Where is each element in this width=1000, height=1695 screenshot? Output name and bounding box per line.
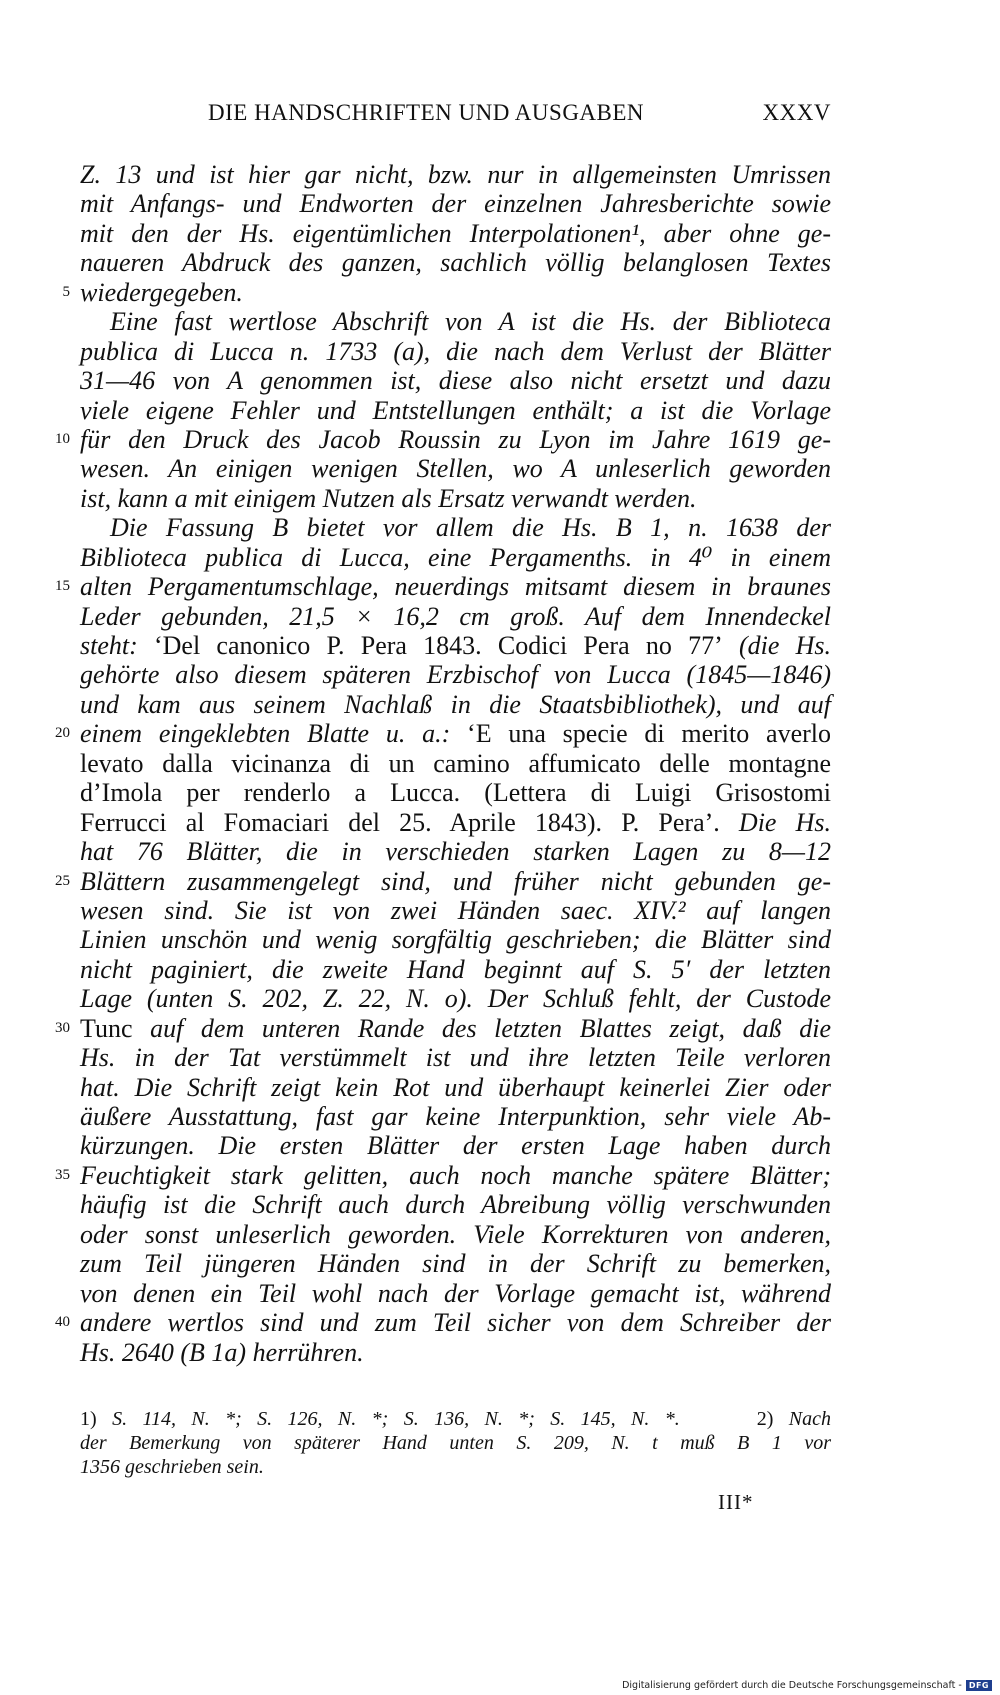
text-line — [80, 1279, 831, 1308]
footnote-segment: der Bemerkung von späterer Hand unten S. 209, N. t muß B 1 vor — [80, 1432, 831, 1454]
text-segment: mit den der Hs. eigentümlichen Interpolationen¹, aber ohne ge- — [80, 218, 831, 248]
line-text — [80, 778, 831, 807]
line-text — [80, 396, 831, 425]
text-line — [80, 837, 831, 866]
text-line — [80, 1102, 831, 1131]
page-number: XXXV — [762, 100, 831, 125]
line-number: 30 — [55, 1019, 70, 1036]
text-segment: alten Pergamentumschlage, neuerdings mitsamt diesem in braunes — [80, 572, 831, 602]
footnote-segment: 2) — [679, 1408, 789, 1430]
text-segment: auf dem unteren Rande des letzten Blattes zeigt, daß die — [132, 1013, 831, 1043]
text-segment: naueren Abdruck des ganzen, sachlich völlig belanglosen Textes — [80, 248, 831, 278]
text-line — [80, 749, 831, 778]
text-segment: hat. Die Schrift zeigt kein Rot und überhaupt keinerlei Zier oder — [80, 1072, 831, 1102]
text-line — [80, 484, 831, 513]
text-line — [55, 1013, 831, 1043]
line-text — [80, 160, 831, 189]
text-line — [55, 719, 831, 749]
text-segment: viele eigene Fehler und Entstellungen enthält; a ist die Vorlage — [80, 395, 831, 425]
text-line — [80, 396, 831, 425]
text-line — [80, 1043, 831, 1072]
text-line — [80, 925, 831, 954]
line-text — [80, 1308, 831, 1337]
text-line — [55, 1308, 831, 1338]
text-segment: Blättern zusammengelegt sind, und früher nicht gebunden ge- — [80, 866, 831, 896]
text-line — [80, 219, 831, 248]
line-text — [80, 867, 831, 896]
line-text — [80, 1131, 831, 1160]
line-text — [80, 1190, 831, 1219]
text-segment: Die Hs. — [719, 807, 832, 837]
line-text — [80, 307, 831, 336]
running-head-title: DIE HANDSCHRIFTEN UND AUSGABEN — [208, 100, 645, 125]
text-segment: wesen sind. Sie ist von zwei Händen saec. XIV.² auf langen — [80, 895, 831, 925]
text-line — [80, 778, 831, 807]
line-text — [80, 896, 831, 925]
footnote-line — [80, 1455, 831, 1479]
footnote-segment: S. 114, N. *; S. 126, N. *; S. 136, N. *; S. 145, N. *. — [112, 1408, 680, 1430]
line-text — [80, 189, 831, 218]
text-segment: wiedergegeben. — [80, 277, 243, 307]
text-line — [80, 984, 831, 1013]
text-segment: Lage (unten S. 202, Z. 22, N. o). Der Schluß fehlt, der Custode — [80, 984, 831, 1014]
text-segment: publica di Lucca n. 1733 (a), die nach dem Verlust der Blätter — [80, 336, 831, 366]
line-text — [80, 366, 831, 395]
text-line — [80, 1190, 831, 1219]
running-head — [208, 100, 831, 126]
line-text — [80, 602, 831, 631]
text-segment: ist, kann a mit einigem Nutzen als Ersatz verwandt werden. — [80, 483, 697, 513]
line-text — [80, 955, 831, 984]
text-segment: zum Teil jüngeren Händen sind in der Schrift zu bemerken, — [80, 1249, 831, 1279]
line-text — [80, 1043, 831, 1072]
text-line — [55, 1160, 831, 1190]
footnotes — [80, 1407, 831, 1479]
text-segment: Die Fassung B bietet vor allem die Hs. B 1, n. 1638 der — [110, 513, 831, 543]
line-text — [80, 690, 831, 719]
text-line — [80, 513, 831, 542]
line-text — [80, 1338, 831, 1367]
footnote-segment: 1) — [80, 1408, 113, 1430]
line-text — [80, 1014, 831, 1043]
text-line — [80, 1131, 831, 1160]
body-text — [55, 160, 832, 1367]
line-text — [80, 1073, 831, 1102]
line-text — [80, 660, 831, 689]
text-line — [80, 454, 831, 483]
text-line — [80, 248, 831, 277]
text-line — [80, 307, 831, 336]
line-text — [80, 984, 831, 1013]
footnote-text — [80, 1407, 831, 1431]
line-text — [80, 425, 831, 454]
line-text — [80, 543, 831, 572]
text-line — [80, 1220, 831, 1249]
text-line — [80, 366, 831, 395]
text-segment: oder sonst unleserlich geworden. Viele Korrekturen von anderen, — [80, 1219, 831, 1249]
text-segment: d’Imola per renderlo a Lucca. (Lettera di Luigi Grisostomi — [80, 778, 831, 808]
text-segment: wesen. An einigen wenigen Stellen, wo A unleserlich geworden — [80, 454, 831, 484]
line-text — [80, 337, 831, 366]
text-segment: levato dalla vicinanza di un camino affumicato delle montagne — [80, 748, 831, 778]
line-number: 20 — [55, 725, 70, 742]
text-line — [80, 543, 831, 572]
digitization-note: Digitalisierung gefördert durch die Deutsche Forschungsgemeinschaft - — [622, 1680, 962, 1691]
line-number: 10 — [55, 430, 70, 447]
text-segment: Eine fast wertlose Abschrift von A ist die Hs. der Biblioteca — [110, 307, 831, 337]
text-segment: 31—46 von A genommen ist, diese also nicht ersetzt und dazu — [80, 366, 831, 396]
text-line — [80, 1073, 831, 1102]
text-segment: Leder gebunden, 21,5 × 16,2 cm groß. Auf dem Innendeckel — [80, 601, 831, 631]
text-segment: ‘E una specie di merito averlo — [467, 719, 831, 749]
text-line — [80, 896, 831, 925]
line-number: 35 — [55, 1166, 70, 1183]
text-line — [80, 1338, 831, 1367]
line-text — [80, 631, 831, 660]
dfg-logo-icon: DFG — [966, 1680, 992, 1691]
text-line — [80, 631, 831, 660]
footnote-text — [80, 1431, 831, 1455]
line-number: 25 — [55, 872, 70, 889]
text-line — [80, 660, 831, 689]
line-number: 15 — [55, 578, 70, 595]
text-segment: Ferrucci al Fomaciari del 25. Aprile 1843). P. Pera’. — [80, 807, 720, 837]
line-text — [80, 749, 831, 778]
text-segment: gehörte also diesem späteren Erzbischof von Lucca (1845—1846) — [80, 660, 831, 690]
text-line — [55, 866, 831, 896]
line-text — [80, 1279, 831, 1308]
text-line — [80, 1249, 831, 1278]
line-text — [80, 1102, 831, 1131]
line-text — [80, 572, 831, 601]
line-text — [80, 808, 831, 837]
footnote-line — [80, 1407, 831, 1431]
text-segment: Hs. in der Tat verstümmelt ist und ihre letzten Teile verloren — [80, 1043, 831, 1073]
text-segment: Feuchtigkeit stark gelitten, auch noch manche spätere Blätter; — [80, 1160, 831, 1190]
line-text — [80, 278, 831, 307]
digitization-footer — [622, 1680, 992, 1691]
text-segment: hat 76 Blätter, die in verschieden starken Lagen zu 8—12 — [80, 837, 831, 867]
text-line — [55, 572, 831, 602]
line-text — [80, 719, 831, 748]
text-segment: andere wertlos sind und zum Teil sicher von dem Schreiber der — [80, 1308, 831, 1338]
text-segment: steht: — [80, 631, 154, 660]
text-segment: und kam aus seinem Nachlaß in die Staatsbibliothek), und auf — [80, 689, 831, 719]
text-line — [80, 189, 831, 218]
text-line — [80, 690, 831, 719]
line-text — [80, 454, 831, 483]
text-segment: Z. 13 und ist hier gar nicht, bzw. nur in allgemeinsten Umrissen — [80, 160, 831, 189]
footnote-line — [80, 1431, 831, 1455]
line-text — [80, 837, 831, 866]
line-text — [80, 1161, 831, 1190]
text-line — [80, 602, 831, 631]
line-number: 40 — [55, 1314, 70, 1331]
line-text — [80, 1249, 831, 1278]
text-line — [80, 337, 831, 366]
text-segment: häufig ist die Schrift auch durch Abreibung völlig verschwunden — [80, 1190, 831, 1220]
text-line — [80, 808, 831, 837]
line-number: 5 — [62, 283, 70, 300]
line-text — [80, 1220, 831, 1249]
line-text — [80, 484, 831, 513]
text-segment: ‘Del canonico P. Pera 1843. Codici Pera no 77’ — [153, 631, 723, 660]
text-line — [80, 955, 831, 984]
text-segment: Hs. 2640 (B 1a) herrühren. — [80, 1337, 364, 1367]
text-line — [62, 277, 831, 307]
signature-mark: III* — [718, 1490, 754, 1514]
text-segment: Linien unschön und wenig sorgfältig geschrieben; die Blätter sind — [80, 925, 831, 955]
line-text — [80, 925, 831, 954]
text-segment: Biblioteca publica di Lucca, eine Pergamenths. in 4⁰ in einem — [80, 542, 831, 572]
text-segment: kürzungen. Die ersten Blätter der ersten Lage haben durch — [80, 1131, 831, 1161]
text-segment: für den Druck des Jacob Roussin zu Lyon im Jahre 1619 ge- — [80, 424, 831, 454]
footnote-text — [80, 1455, 831, 1479]
text-segment: (die Hs. — [722, 631, 831, 660]
text-segment: mit Anfangs- und Endworten der einzelnen Jahresberichte sowie — [80, 189, 831, 219]
text-line — [55, 424, 831, 454]
line-text — [80, 219, 831, 248]
footnote-segment: Nach — [788, 1408, 831, 1430]
text-segment: einem eingeklebten Blatte u. a.: — [80, 719, 468, 749]
line-text — [80, 513, 831, 542]
line-text — [80, 248, 831, 277]
footnote-segment: 1356 geschrieben sein. — [80, 1456, 264, 1478]
text-segment: Tunc — [80, 1013, 133, 1043]
text-line — [80, 160, 831, 189]
text-segment: nicht paginiert, die zweite Hand beginnt auf S. 5′ der letzten — [80, 954, 831, 984]
text-segment: von denen ein Teil wohl nach der Vorlage gemacht ist, während — [80, 1278, 831, 1308]
text-segment: äußere Ausstattung, fast gar keine Interpunktion, sehr viele Ab- — [80, 1102, 831, 1131]
